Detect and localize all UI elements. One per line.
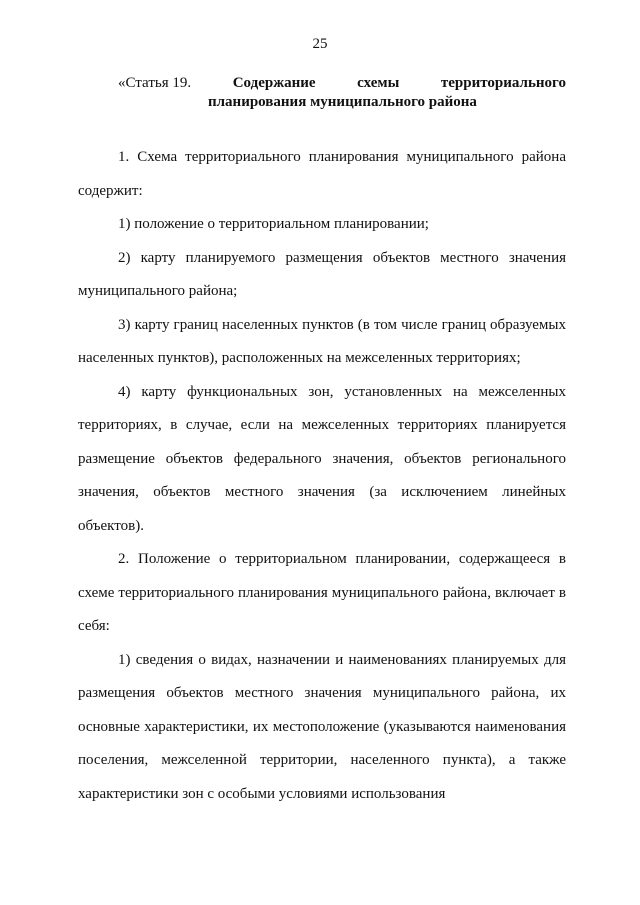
article-heading-line-1 [118,74,566,93]
paragraph: 1) положение о территориальном планировании; [118,216,429,232]
paragraph: 1) сведения о видах, назначении и наименованиях планируемых для размещения объектов местного значения муниципального района, их основные характеристики, их местоположение (указываются наименования поселения, межселенной территории, населенного пункта), а также характеристики зон с особыми условиями использования [78,651,566,802]
paragraph: 2) карту планируемого размещения объектов местного значения муниципального района; [78,249,566,299]
paragraph: 1. Схема территориального планирования муниципального района содержит: [78,149,566,199]
article-title-word-1: Содержание [232,75,316,91]
page-number: 25 [312,36,328,52]
article-title-word-2: схемы [357,75,400,91]
paragraph: 2. Положение о территориальном планировании, содержащееся в схеме территориального планирования муниципального района, включает в себя: [78,551,566,634]
article-title-line-2: планирования муниципального района [208,94,477,110]
article-body [78,141,566,811]
paragraph: 4) карту функциональных зон, установленных на межселенных территориях, в случае, если на межселенных территориях планируется размещение объектов федерального значения, объектов регионального значения, объектов местного значения (за исключением линейных объектов). [78,383,566,534]
article-title-word-3: территориального [440,75,566,91]
paragraph: 3) карту границ населенных пунктов (в том числе границ образуемых населенных пунктов), расположенных на межселенных территориях; [78,316,566,366]
article-number: «Статья 19. [118,75,192,91]
article-heading [118,74,566,112]
